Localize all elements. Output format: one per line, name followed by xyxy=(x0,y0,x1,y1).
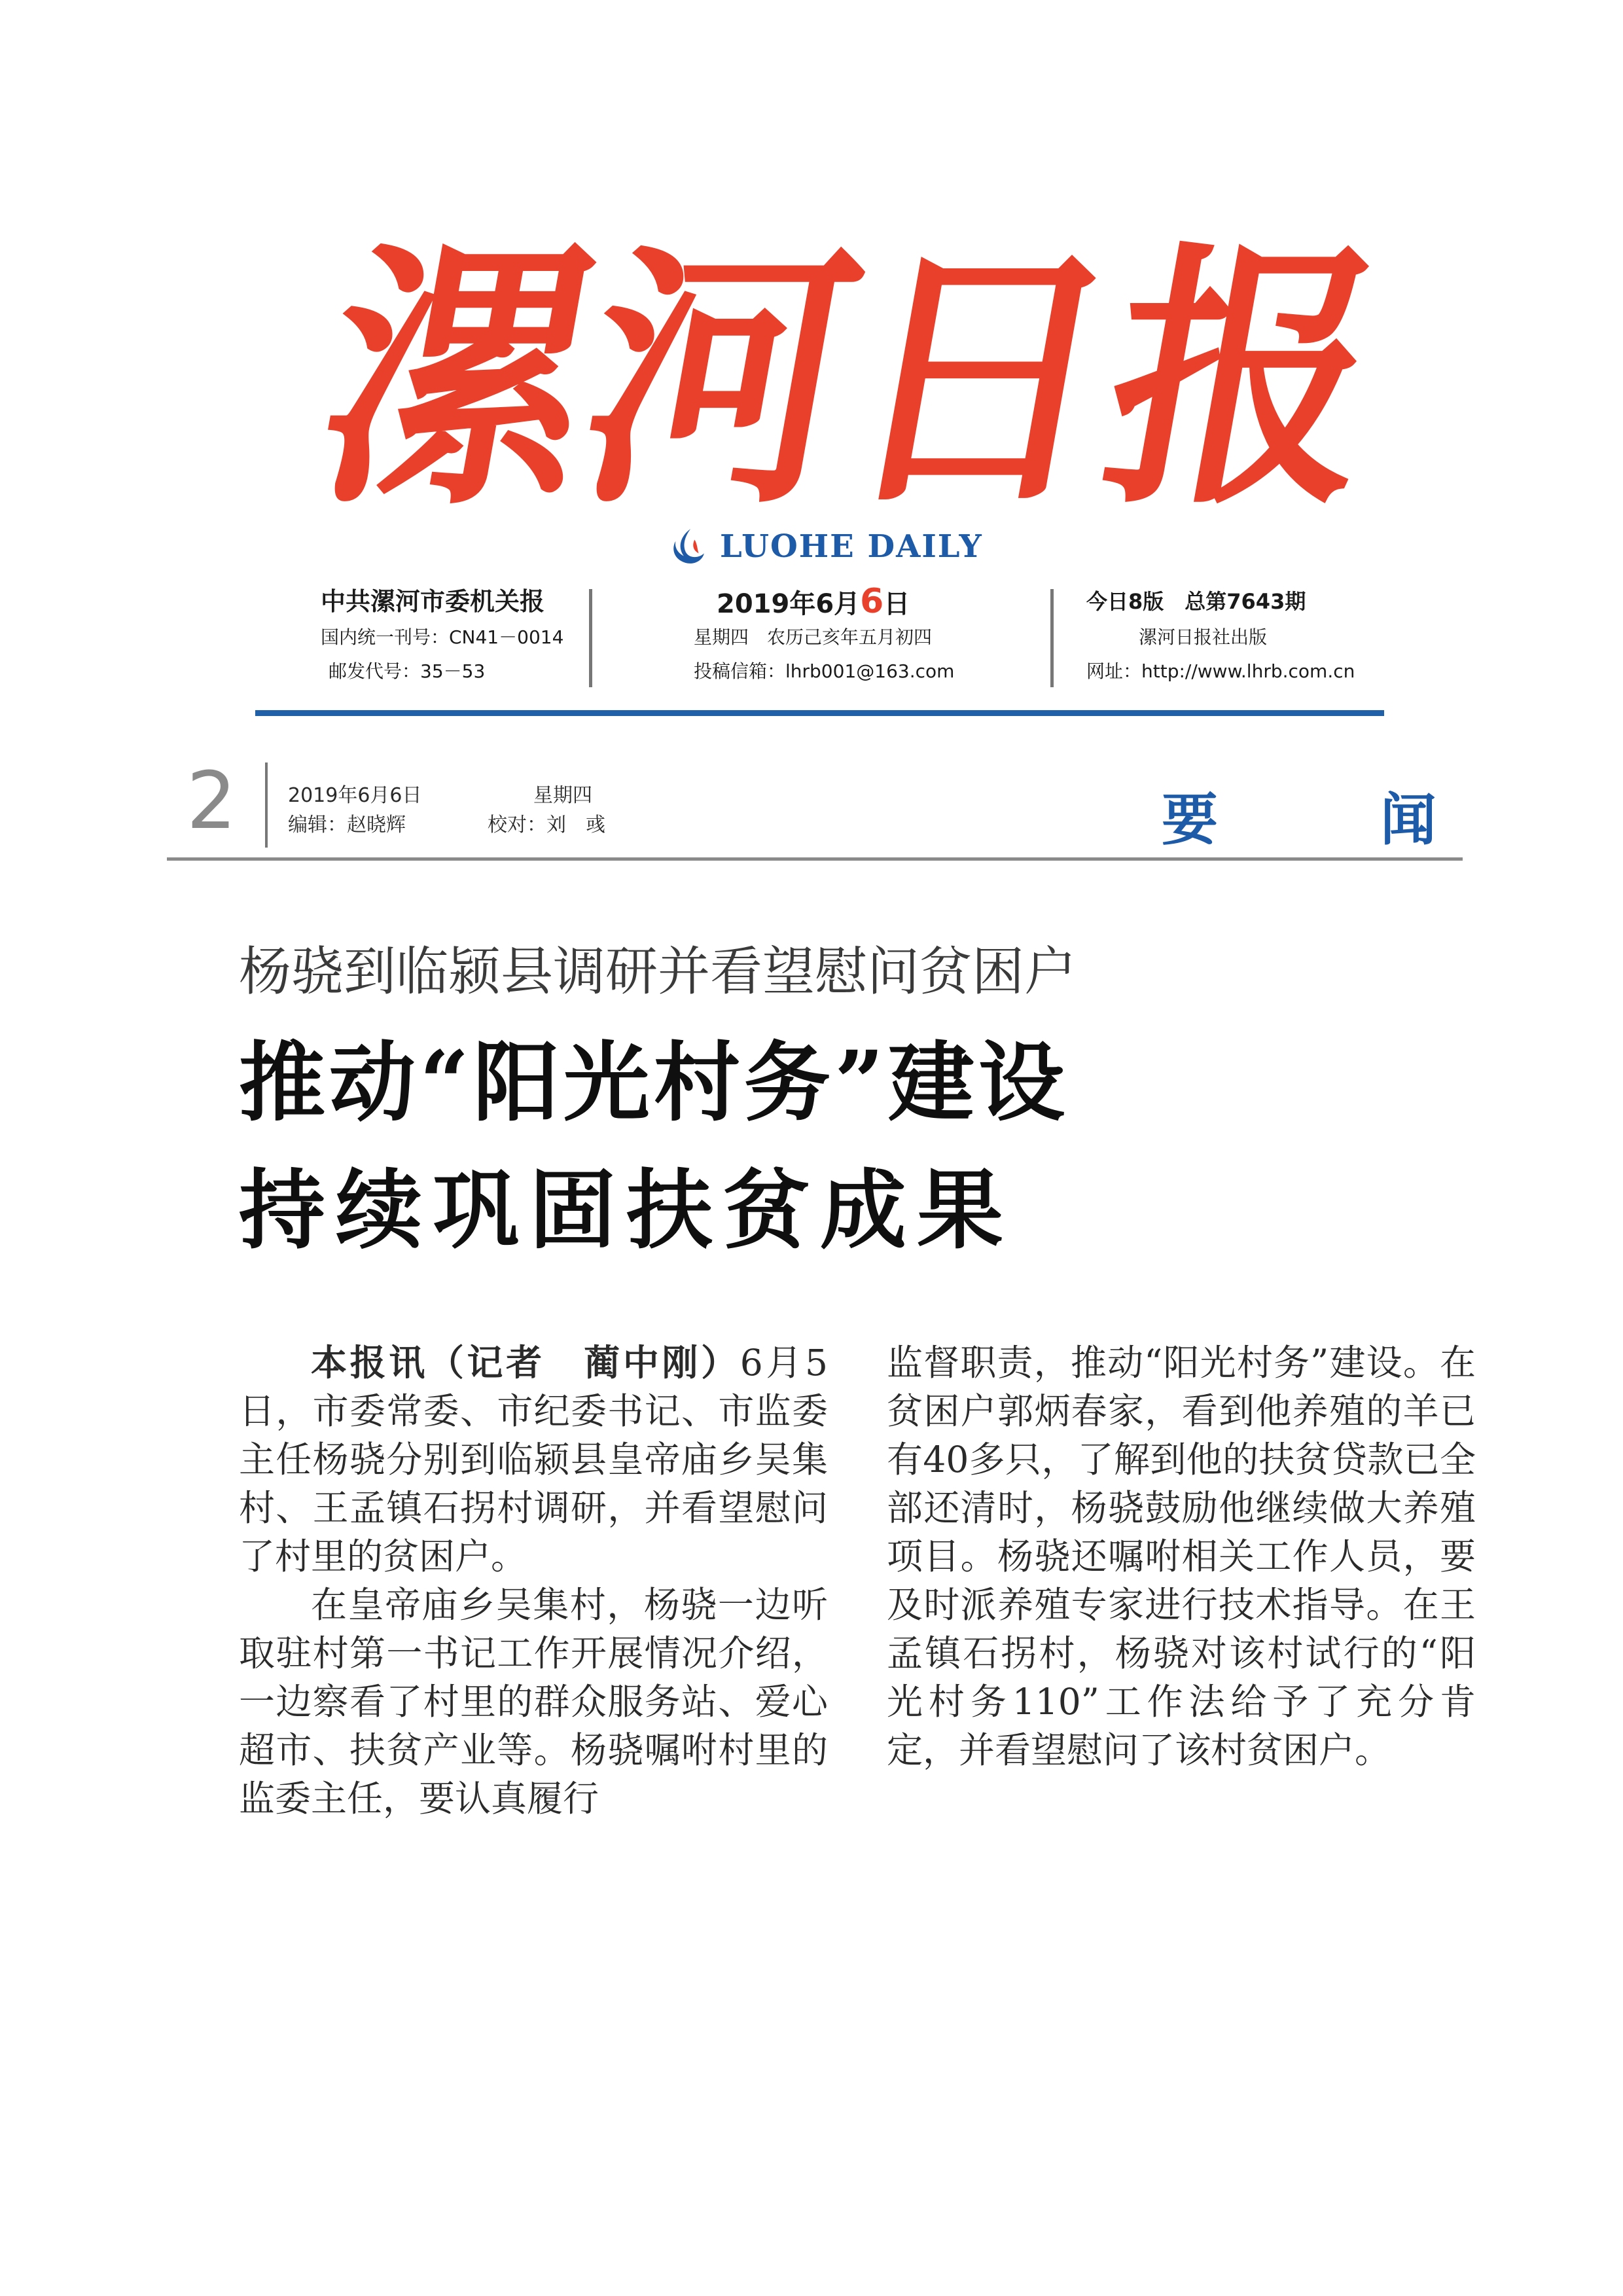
article-paragraph xyxy=(239,1338,828,1581)
article-headline-line2: 持续巩固扶贫成果 xyxy=(239,1160,1014,1261)
page-weekday: 星期四 xyxy=(533,784,592,807)
issue-date-day: 6 xyxy=(860,582,884,621)
info-middle xyxy=(681,583,1021,689)
section-char: 闻 xyxy=(1380,787,1436,853)
masthead-rule xyxy=(255,710,1384,716)
page-number: 2 xyxy=(187,756,237,847)
article-column-1 xyxy=(239,1338,828,1823)
article-column-2 xyxy=(887,1338,1476,1774)
publisher: 漯河日报社出版 xyxy=(1139,626,1268,648)
info-divider xyxy=(1050,589,1054,687)
issue-date-suffix: 日 xyxy=(883,589,910,619)
section-char: 要 xyxy=(1162,787,1218,853)
masthead-char: 报 xyxy=(1084,218,1403,541)
submission-email: 投稿信箱：lhrb001@163.com xyxy=(694,660,955,682)
article-paragraph: 在皇帝庙乡吴集村，杨骁一边听取驻村第一书记工作开展情况介绍，一边察看了村里的群众服务站、爱心超市、扶贫产业等。杨骁嘱咐村里的监委主任，要认真履行 xyxy=(239,1584,828,1820)
page-header-rule xyxy=(167,857,1463,861)
flame-logo-icon xyxy=(668,526,708,567)
english-name: LUOHE DAILY xyxy=(720,528,983,565)
byline: 本报讯（记者 蔺中刚） xyxy=(311,1342,740,1384)
pages-issue: 今日8版 总第7643期 xyxy=(1086,589,1306,614)
page-proofreader: 校对：刘 彧 xyxy=(488,814,605,836)
masthead-info-bar xyxy=(301,582,1355,694)
masthead-char: 漯 xyxy=(298,218,618,541)
info-right xyxy=(1086,583,1361,689)
lunar-date: 星期四 农历己亥年五月初四 xyxy=(694,626,933,648)
page-header xyxy=(167,756,1463,854)
cn-code: 国内统一刊号：CN41－0014 xyxy=(321,626,564,648)
masthead-char: 日 xyxy=(822,218,1141,541)
masthead-char: 河 xyxy=(560,218,880,541)
article-headline-line1: 推动“阳光村务”建设 xyxy=(239,1032,1069,1134)
masthead-title xyxy=(298,218,1403,541)
article-paragraph: 监督职责，推动“阳光村务”建设。在贫困户郭炳春家，看到他养殖的羊已有40多只，了解到他的扶贫贷款已全部还清时，杨骁鼓励他继续做大养殖项目。杨骁还嘱咐相关工作人员，要及时派养殖专家进行技术指导。在王孟镇石拐村，杨骁对该村试行的“阳光村务110”工作法给予了充分肯定，并看望慰问了该村贫困户。 xyxy=(887,1342,1476,1771)
issue-date xyxy=(681,583,1021,620)
newspaper-logo xyxy=(668,520,1008,573)
paragraph-text: 6月5日，市委常委、市纪委书记、市监委主任杨骁分别到临颍县皇帝庙乡吴集村、王孟镇石拐村调研，并看望慰问了村里的贫困户。 xyxy=(239,1342,828,1577)
page-date: 2019年6月6日 xyxy=(288,784,422,807)
website: 网址：http://www.lhrb.com.cn xyxy=(1086,660,1355,682)
issue-date-prefix: 2019年6月 xyxy=(717,589,861,619)
org-label: 中共漯河市委机关报 xyxy=(321,587,545,616)
postal-code: 邮发代号：35－53 xyxy=(329,660,486,682)
page-header-divider xyxy=(265,762,268,848)
info-left xyxy=(321,583,582,689)
info-divider xyxy=(589,589,592,687)
page-editor: 编辑：赵晓辉 xyxy=(288,814,406,836)
article-kicker: 杨骁到临颍县调研并看望慰问贫困户 xyxy=(239,941,1077,1002)
section-title xyxy=(1162,774,1436,855)
